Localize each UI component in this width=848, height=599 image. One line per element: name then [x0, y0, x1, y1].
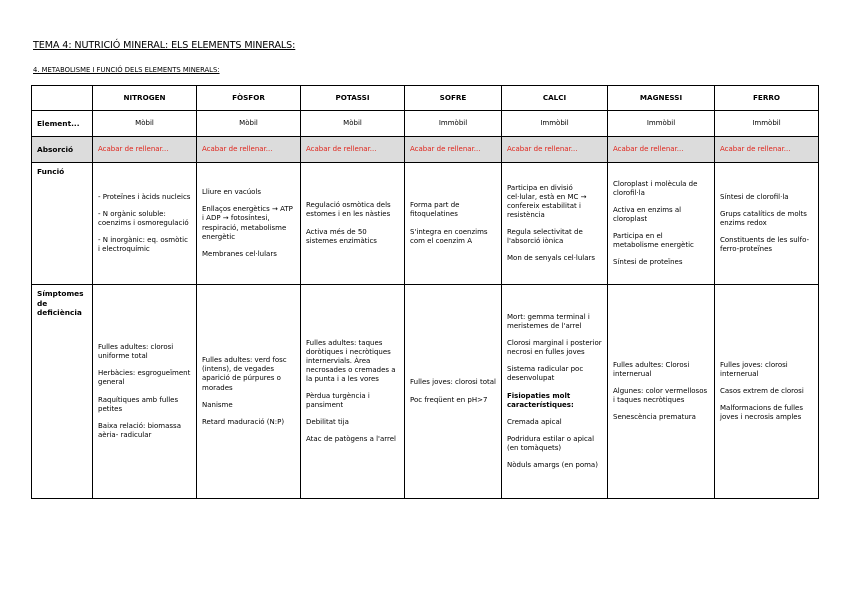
column-header-nitrogen: NITROGEN	[93, 86, 197, 111]
funcio-row	[32, 163, 819, 285]
cell-paragraph: Activa en enzims al cloroplast	[613, 205, 682, 223]
cell-paragraph: Fulles joves: clorosi internerual	[720, 360, 788, 378]
cell-paragraph: Poc freqüent en pH>7	[410, 395, 488, 404]
cell-paragraph: Podridura estilar o apical (en tomàquets)	[507, 434, 595, 452]
cell-paragraph: Regula selectivitat de l'absorció iònica	[507, 228, 583, 246]
row-label-funcio: Funció	[32, 163, 93, 285]
deficiencia-cell-fosfor	[197, 285, 301, 499]
element-cell: Immòbil	[608, 111, 715, 137]
cell-paragraph: Síntesi de proteïnes	[613, 258, 683, 267]
absorcio-cell: Acabar de rellenar...	[301, 137, 405, 163]
cell-paragraph: Constituents de les sulfo-ferro-proteïnes	[720, 236, 810, 254]
cell-paragraph: Fulles adultes: verd fosc (intens), de vegades aparició de púrpures o morades	[202, 356, 287, 392]
row-label-deficiencia: Símptomes de deficiència	[32, 285, 93, 499]
cell-paragraph: Herbàcies: esgrogueïment general	[98, 369, 191, 387]
cell-paragraph: Debilitat tija	[306, 418, 349, 427]
cell-paragraph: Nanisme	[202, 400, 233, 409]
cell-paragraph: Malformacions de fulles joves i necrosis amples	[720, 404, 803, 422]
cell-paragraph: Fulles joves: clorosi total	[410, 378, 496, 387]
cell-paragraph: Algunes: color vermellosos i taques necròtiques	[613, 386, 708, 405]
cell-paragraph: Fulles adultes: Clorosi internerual	[613, 360, 690, 378]
cell-paragraph: Mon de senyals cel·lulars	[507, 254, 596, 263]
cell-paragraph: Participa en divisió cel·lular, està en MC → confereix estabilitat i resistència	[507, 183, 587, 219]
cell-paragraph: Sistema radicular poc desenvolupat	[507, 365, 584, 383]
column-header-potassi: POTASSI	[301, 86, 405, 111]
deficiencia-cell-ferro	[715, 285, 819, 499]
cell-paragraph: Clorosi marginal i posterior necrosi en fulles joves	[507, 339, 602, 357]
cell-paragraph: Grups catalítics de molts enzims redox	[720, 209, 807, 227]
deficiencia-cell-potassi	[301, 285, 405, 499]
cell-paragraph: Senescència prematura	[613, 413, 696, 422]
cell-paragraph: Cloroplast i molècula de clorofil·la	[613, 179, 698, 197]
element-cell: Immòbil	[502, 111, 608, 137]
deficiencia-cell-sofre	[405, 285, 502, 499]
column-header-ferro: FERRO	[715, 86, 819, 111]
section-subtitle: 4. METABOLISME I FUNCIÓ DELS ELEMENTS MINERALS:	[33, 66, 220, 74]
funcio-cell-potassi	[301, 163, 405, 285]
funcio-cell-magnessi	[608, 163, 715, 285]
absorcio-cell: Acabar de rellenar...	[608, 137, 715, 163]
cell-paragraph: Regulació osmòtica dels estomes i en les nàsties	[306, 201, 391, 219]
cell-paragraph: Casos extrem de clorosi	[720, 386, 804, 395]
cell-paragraph: S'integra en coenzims com el coenzim A	[410, 227, 488, 245]
cell-paragraph: - Proteïnes i àcids nucleics	[98, 192, 191, 201]
absorcio-row	[32, 137, 819, 163]
cell-paragraph: Raquítiques amb fulles petites	[98, 395, 179, 413]
cell-paragraph: Nòduls amargs (en poma)	[507, 460, 598, 469]
element-cell: Mòbil	[301, 111, 405, 137]
cell-paragraph: Síntesi de clorofil·la	[720, 192, 789, 201]
cell-paragraph: - N inorgànic: eq. osmòtic i electroquímic	[98, 236, 188, 254]
funcio-cell-ferro	[715, 163, 819, 285]
row-label-element: Element...	[32, 111, 93, 137]
cell-paragraph: Pèrdua turgència i pansiment	[306, 392, 370, 410]
minerals-table	[31, 85, 819, 499]
element-cell: Mòbil	[197, 111, 301, 137]
cell-paragraph: Fisiopaties molt característiques:	[507, 391, 574, 409]
column-header-magnessi: MAGNESSI	[608, 86, 715, 111]
cell-paragraph: Fulles adultes: taques doròtiques i necròtiques internervials. Àrea necrosades o cremades a la punta i a les vores	[306, 338, 396, 383]
cell-paragraph: Participa en el metabolisme energètic	[613, 232, 694, 250]
cell-paragraph: Baixa relació: biomassa aèria- radicular	[98, 421, 181, 439]
cell-paragraph: Atac de patògens a l'arrel	[306, 435, 396, 444]
column-header-fosfor: FÒSFOR	[197, 86, 301, 111]
cell-paragraph: Mort: gemma terminal i meristemes de l'arrel	[507, 312, 590, 331]
cell-paragraph: Cremada apical	[507, 417, 562, 426]
absorcio-cell: Acabar de rellenar...	[197, 137, 301, 163]
cell-paragraph: Membranes cel·lulars	[202, 249, 277, 258]
element-cell: Immòbil	[405, 111, 502, 137]
cell-paragraph: Retard maduració (N:P)	[202, 417, 285, 426]
header-row	[32, 86, 819, 111]
column-header-sofre: SOFRE	[405, 86, 502, 111]
cell-paragraph: Fulles adultes: clorosi uniforme total	[98, 343, 174, 361]
element-row	[32, 111, 819, 137]
element-cell: Immòbil	[715, 111, 819, 137]
cell-paragraph: - N orgànic soluble: coenzims i osmoregulació	[98, 209, 189, 227]
cell-paragraph: Enllaços energètics → ATP i ADP → fotosíntesi, respiració, metabolisme energètic	[202, 205, 293, 241]
absorcio-cell: Acabar de rellenar...	[405, 137, 502, 163]
funcio-cell-calci	[502, 163, 608, 285]
cell-paragraph: Activa més de 50 sistemes enzimàtics	[306, 227, 377, 245]
cell-paragraph: Forma part de fitoquelatines	[410, 201, 460, 219]
absorcio-cell: Acabar de rellenar...	[93, 137, 197, 163]
page-title: TEMA 4: NUTRICIÓ MINERAL: ELS ELEMENTS MINERALS:	[33, 40, 296, 51]
absorcio-cell: Acabar de rellenar...	[715, 137, 819, 163]
absorcio-cell: Acabar de rellenar...	[502, 137, 608, 163]
funcio-cell-sofre	[405, 163, 502, 285]
cell-paragraph: Lliure en vacúols	[202, 188, 262, 197]
deficiencia-cell-calci	[502, 285, 608, 499]
corner-cell	[32, 86, 93, 111]
deficiencia-cell-nitrogen	[93, 285, 197, 499]
row-label-absorcio: Absorció	[32, 137, 93, 163]
column-header-calci: CALCI	[502, 86, 608, 111]
deficiencia-cell-magnessi	[608, 285, 715, 499]
funcio-cell-fosfor	[197, 163, 301, 285]
element-cell: Mòbil	[93, 111, 197, 137]
deficiencia-row	[32, 285, 819, 499]
funcio-cell-nitrogen	[93, 163, 197, 285]
